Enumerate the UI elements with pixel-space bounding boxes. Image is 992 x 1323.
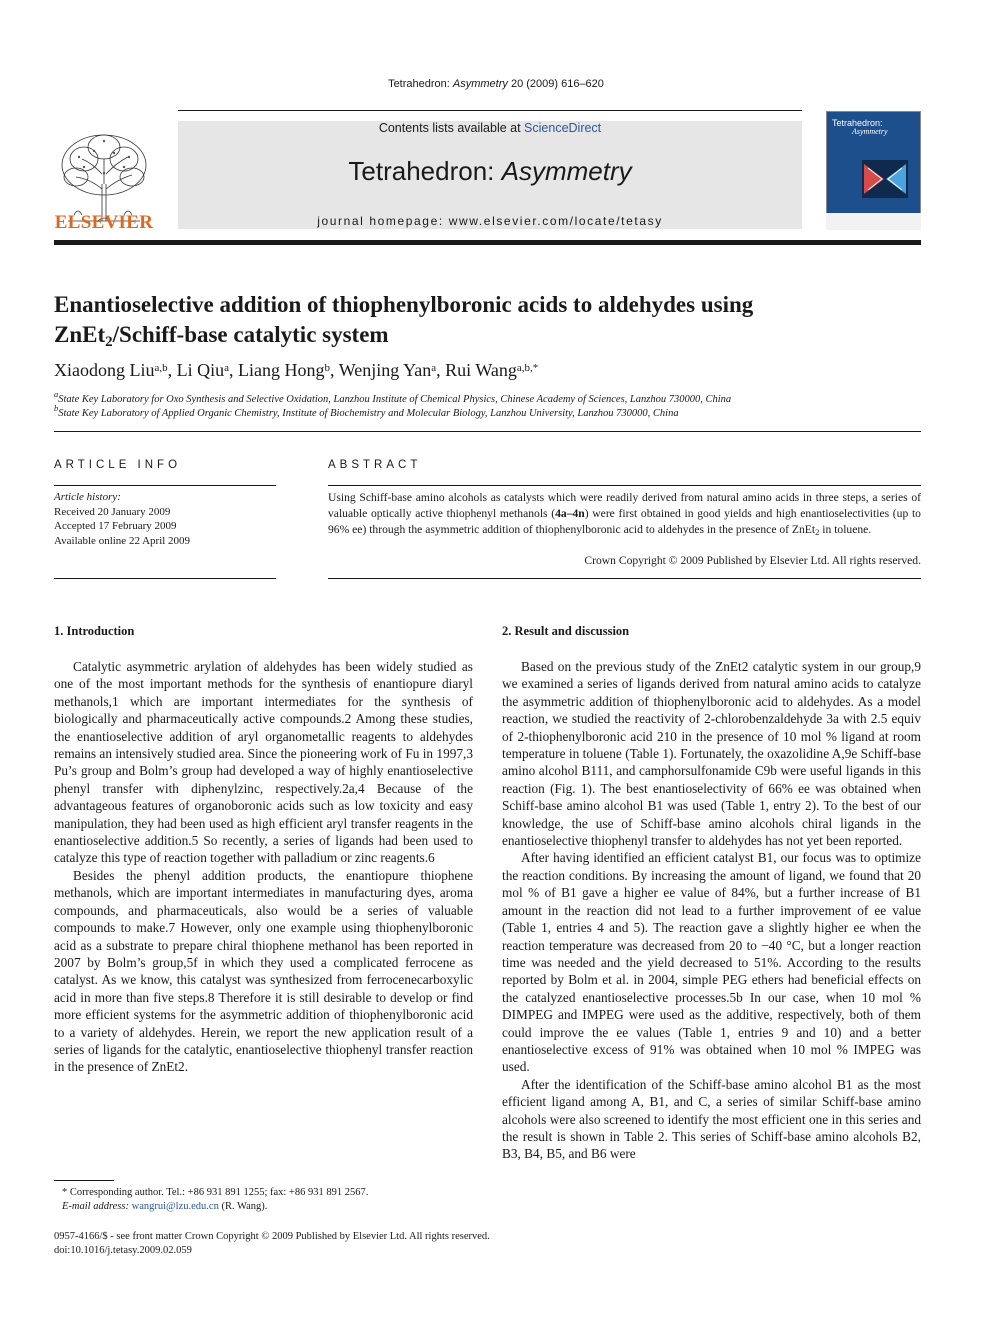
abstract-copyright: Crown Copyright © 2009 Published by Elsevier Ltd. All rights reserved. (584, 554, 921, 567)
affiliation-b: $^b$State Key Laboratory of Applied Organic Chemistry, Institute of Biochemistry and Molecular Biology, Lanzhou University, Lanzhou 730000, China (54, 403, 679, 419)
author[interactable]: Li Qiu$^a$ (176, 360, 230, 380)
article-info-heading: ARTICLE INFO (54, 459, 182, 471)
footnote-rule (54, 1180, 114, 1181)
cover-subtitle: Asymmetry (852, 127, 888, 136)
article-history: Article history: Received 20 January 2009 Accepted 17 February 2009 Available online 22 April 2009 (54, 491, 191, 547)
introduction-body (54, 658, 473, 1076)
info-rule-top (54, 485, 276, 486)
info-rule-bottom (54, 578, 276, 579)
paragraph: Besides the phenyl addition products, the enantiopure thiophene methanols, which are important intermediates in manufacturing dyes, aroma compounds, and pharmaceuticals, also would be a series of valuable compounds to make.7 However, only one example using thiophenylboronic acid as a substrate to prepare chiral thiophene methanol has been reported in 2007 by Bolm’s group,5f in which they used a complicated ferrocene as catalyst. As we know, this catalyst was synthesized from ferrocenecarboxylic acid in more than five steps.8 Therefore it is still desirable to develop or find more efficient systems for the asymmetric addition of thiophenylboronic acid to a variety of aldehydes. Herein, we report the new application result of a series of ligands for the catalytic, enantioselective thiophenyl transfer reaction in the presence of ZnEt2. (54, 867, 473, 1075)
doi-line[interactable]: doi:10.1016/j.tetasy.2009.02.059 (54, 1245, 192, 1256)
cover-footer (826, 213, 921, 230)
abstract-heading: ABSTRACT (328, 459, 422, 471)
cover-art-icon (862, 160, 908, 198)
section-heading-results: 2. Result and discussion (502, 624, 630, 638)
contents-line: Contents lists available at ScienceDirect (378, 121, 602, 135)
header-thick-rule (54, 240, 921, 245)
affiliation-rule (54, 431, 921, 432)
corresponding-author-note: * Corresponding author. Tel.: +86 931 891 1255; fax: +86 931 891 2567. (62, 1187, 369, 1198)
author[interactable]: Wenjing Yan$^a$ (338, 360, 437, 380)
results-body (502, 658, 921, 1163)
article-title: Enantioselective addition of thiophenylboronic acids to aldehydes using ZnEt$_2$/Schiff-base catalytic system (54, 292, 754, 350)
cover-title: Tetrahedron: (832, 118, 883, 128)
abstract-rule-top (328, 485, 921, 486)
journal-homepage[interactable]: journal homepage: www.elsevier.com/locate/tetasy (317, 214, 663, 228)
paragraph: Based on the previous study of the ZnEt2 catalytic system in our group,9 we examined a series of ligands derived from natural amino acids to catalyze the asymmetric addition of thiophenylboronic acid to aldehydes. As a model reaction, we studied the reactivity of 2-chlorobenzaldehyde 3a with 2.5 equiv of 2-thiophenylboronic acid 210 in the presence of 10 mol % ligand at room temperature in toluene (Table 1). Fortunately, the oxazolidine A,9e Schiff-base amino alcohol B111, and camphorsulfonamide C9b were useful ligands in this reaction (Fig. 1). The best enantioselectivity of 66% ee was obtained when Schiff-base amino alcohol B1 was used (Table 1, entry 2). To the best of our knowledge, the use of Schiff-base amino alcohols chiral ligands in the enantioselective thiophenyl transfer to aldehydes has not yet been reported. (502, 659, 921, 849)
sciencedirect-link[interactable]: ScienceDirect (524, 121, 602, 135)
running-head: Tetrahedron: Asymmetry 20 (2009) 616–620 (388, 78, 604, 90)
email-note: E-mail address: wangrui@lzu.edu.cn (R. Wang). (62, 1201, 268, 1212)
abstract-rule-bottom (328, 578, 921, 579)
author[interactable]: Xiaodong Liu$^{a,b}$ (54, 360, 168, 380)
author[interactable]: Rui Wang$^{a,b,*}$ (445, 360, 539, 380)
paragraph: Catalytic asymmetric arylation of aldehydes has been widely studied as one of the most important methods for the synthesis of enantiopure diaryl methanols,1 which are important intermediates for the synthesis of biologically and pharmaceutically active compounds.2 Among these studies, the enantioselective addition of aryl organometallic reagents to aldehydes remains an intensively studied area. Since the pioneering work of Fu in 1997,3 Pu’s group and Bolm’s group had developed a way of highly enantioselective phenyl transfer with diphenylzinc, respectively.2a,4 Because of the advantageous features of organoboronic acids such as low toxicity and easy manipulation, they had been used as high efficient aryl transfer reagents in the enantioselective addition.5 So recently, a series of ligands had been used to catalyze this type of reaction together with palladium or zinc reagents.6 (54, 659, 473, 866)
author-list: Xiaodong Liu$^{a,b}$, Li Qiu$^a$, Liang Hong$^b$, Wenjing Yan$^a$, Rui Wang$^{a,b,*}$ (54, 360, 539, 380)
paragraph: After having identified an efficient catalyst B1, our focus was to optimize the reaction conditions. By increasing the amount of ligand, we found that 20 mol % of B1 gave a higher ee value of 84%, but a further increase of B1 amount in the reaction did not lead to a further improvement of ee value (Table 1, entries 4 and 5). The reaction gave a slightly higher ee when the reaction temperature was decreased from 20 to −40 °C, but a longer reaction time was needed and the yield decreased to 51%. According to the results reported by Bolm et al. in 2004, simple PEG ethers had beneficial effects on the catalyzed enantioselective processes.5b In our case, when 10 mol % DIMPEG and IMPEG were used as the additive, respectively, both of them could improve the ee values (Table 1, entries 9 and 10) and a better enantioselective excess of 91% was obtained when 10 mol % IMPEG was used. (502, 850, 921, 1075)
paragraph: After the identification of the Schiff-base amino alcohol B1 as the most efficient ligand among A, B1, and C, a series of similar Schiff-base amino alcohols were also screened to identify the most efficient one in this series and the result is shown in Table 2. This series of Schiff-base amino alcohols B2, B3, B4, B5, and B6 were (502, 1076, 921, 1162)
issn-line: 0957-4166/$ - see front matter Crown Copyright © 2009 Published by Elsevier Ltd. All rights reserved. (54, 1231, 490, 1242)
abstract-text: Using Schiff-base amino alcohols as catalysts which were readily derived from natural amino acids in three steps, a series of valuable optically active thiophenyl methanols (4a–4n) were first obtained in good yields and high enantioselectivities (up to 96% ee) through the asymmetric addition of thiophenylboronic acid to aldehydes in the presence of ZnEt$_2$ in toluene. (328, 491, 921, 537)
elsevier-wordmark: ELSEVIER (54, 212, 154, 233)
journal-title: Tetrahedron: Asymmetry (348, 156, 632, 186)
section-heading-introduction: 1. Introduction (54, 624, 135, 638)
email-link[interactable]: wangrui@lzu.edu.cn (131, 1201, 219, 1212)
masthead-top-rule (178, 110, 802, 111)
affiliation-a: $^a$State Key Laboratory for Oxo Synthesis and Selective Oxidation, Lanzhou Institute of Chemical Physics, Chinese Academy of Sciences, Lanzhou 730000, China (54, 389, 732, 405)
author[interactable]: Liang Hong$^b$ (238, 360, 331, 380)
